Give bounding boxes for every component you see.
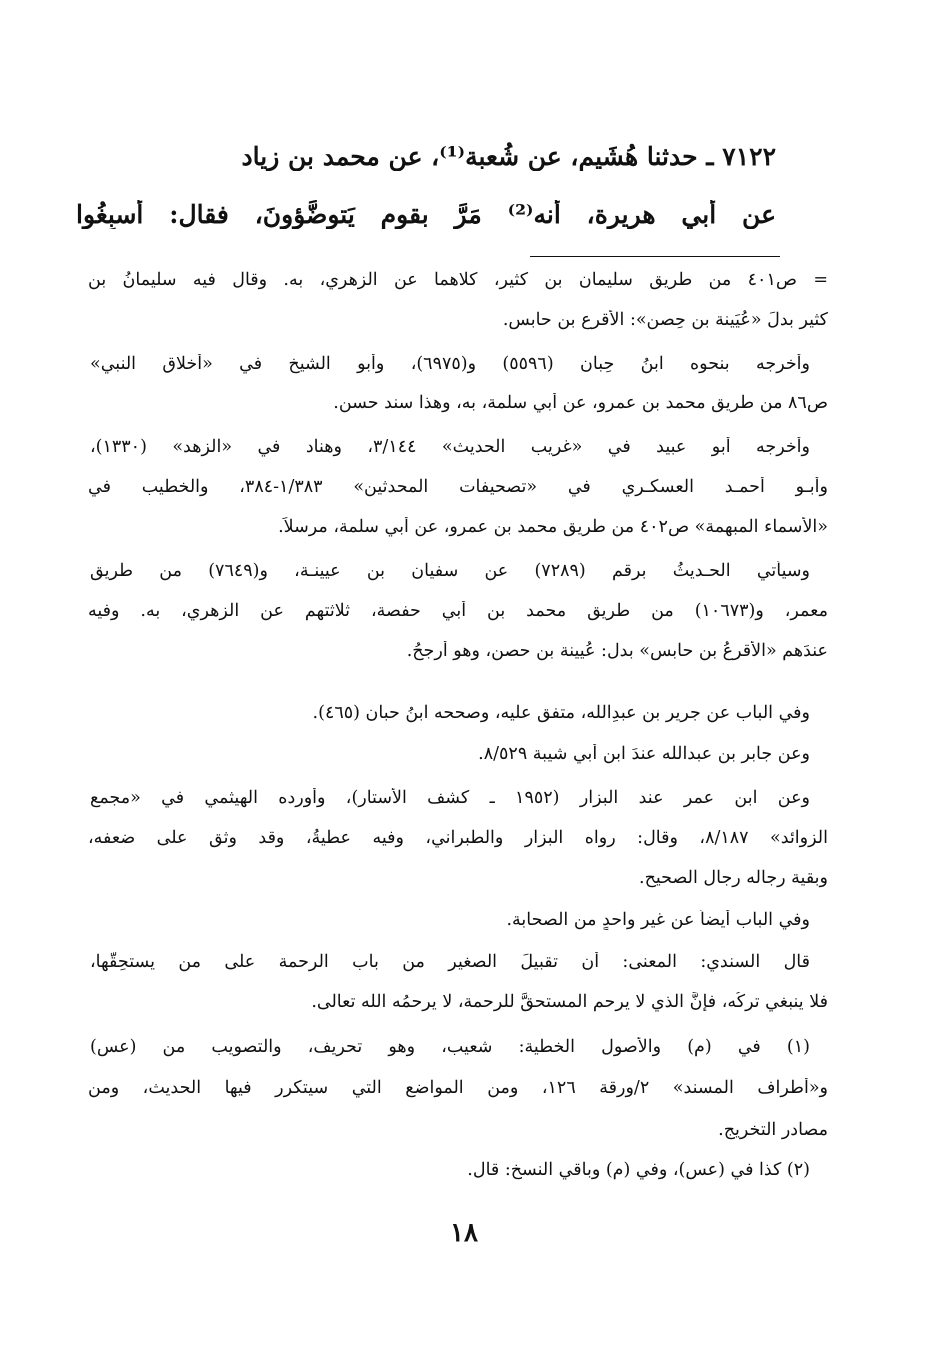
commentary-line: فلا ينبغي تركُه، فإنَّ الذي لا يرحم المستحقَّ للرحمة، لا يرحمُه الله تعالى.: [311, 992, 828, 1012]
commentary-line: وأخرجه بنحوه ابنُ حِبان (٥٥٩٦) و(٦٩٧٥)، وأبو الشيخ في «أخلاق النبي»: [90, 354, 810, 374]
commentary-line: وأبـو أحمـد العسكـري في «تصحيفات المحدثين» ١/٣٨٣-٣٨٤، والخطيب في: [88, 477, 828, 497]
footnote-1-line: مصادر التخريج.: [718, 1120, 828, 1140]
commentary-line: الزوائد» ٨/١٨٧، وقال: رواه البزار والطبراني، وفيه عطيةُ، وقد وثق على ضعفه،: [88, 828, 828, 848]
commentary-line: وفي الباب عن جرير بن عبدِالله، متفق عليه، وصححه ابنُ حبان (٤٦٥).: [312, 703, 810, 723]
page-number: ١٨: [450, 1218, 478, 1248]
commentary-line: كثير بدلَ «عُيَينة بن حِصن»: الأقرع بن حابس.: [502, 310, 828, 330]
footnote-separator: [530, 256, 780, 257]
commentary-line: قال السندي: المعنى: أن تقبيلَ الصغير من باب الرحمة على من يستحِقُّها،: [90, 952, 810, 972]
commentary-line: = ص٤٠١ من طريق سليمان بن كثير، كلاهما عن الزهري، به. وقال فيه سليمانُ بن: [88, 270, 828, 290]
commentary-line: وأخرجه أبو عبيد في «غريب الحديث» ٣/١٤٤، وهناد في «الزهد» (١٣٣٠)،: [90, 437, 810, 457]
commentary-line: ص٨٦ من طريق محمد بن عمرو، عن أبي سلمة، به، وهذا سند حسن.: [333, 393, 828, 413]
commentary-line: وعن ابن عمر عند البزار (١٩٥٢ ـ كشف الأستار)، وأورده الهيثمي في «مجمع: [90, 788, 810, 808]
commentary-line: معمر، و(١٠٦٧٣) من طريق محمد بن أبي حفصة، ثلاثتهم عن الزهري، به. وفيه: [88, 601, 828, 621]
commentary-line: وبقية رجاله رجال الصحيح.: [639, 868, 828, 888]
commentary-line: عندَهم «الأقرعُ بن حابسٍ» بدل: عُيينة بن حصن، وهو أرجحُ.: [406, 641, 828, 661]
commentary-line: وفي الباب أيضاً عن غير واحدٍ من الصحابة.: [506, 910, 810, 930]
footnote-1-line: (١) في (م) والأصول الخطية: شعيب، وهو تحريف، والتصويب من (عس): [90, 1037, 810, 1057]
hadith-line-1: ٧١٢٢ ـ حدثنا هُشَيم، عن شُعبة⁽¹⁾، عن محمد بن زياد: [241, 142, 776, 171]
commentary-line: «الأسماء المبهمة» ص٤٠٢ من طريق محمد بن عمرو، عن أبي سلمة، مرسلاً.: [278, 517, 828, 537]
commentary-line: وعن جابر بن عبدالله عندَ ابن أبي شيبة ٨/٥٢٩.: [478, 744, 810, 764]
footnote-1-line: و«أطراف المسند» ٢/ورقة ١٢٦، ومن المواضع التي سيتكرر فيها الحديث، ومن: [88, 1078, 828, 1098]
commentary-line: وسيأتي الحـديثُ برقم (٧٢٨٩) عن سفيان بن عيينـة، و(٧٦٤٩) من طريق: [90, 561, 810, 581]
footnote-2-line: (٢) كذا في (عس)، وفي (م) وباقي النسخ: قال.: [467, 1160, 810, 1180]
hadith-line-2: عن أبي هريرة، أنه⁽²⁾ مَرَّ بقومٍ يَتوضَّؤونَ، فقال: أَسبِغُوا: [76, 200, 776, 229]
